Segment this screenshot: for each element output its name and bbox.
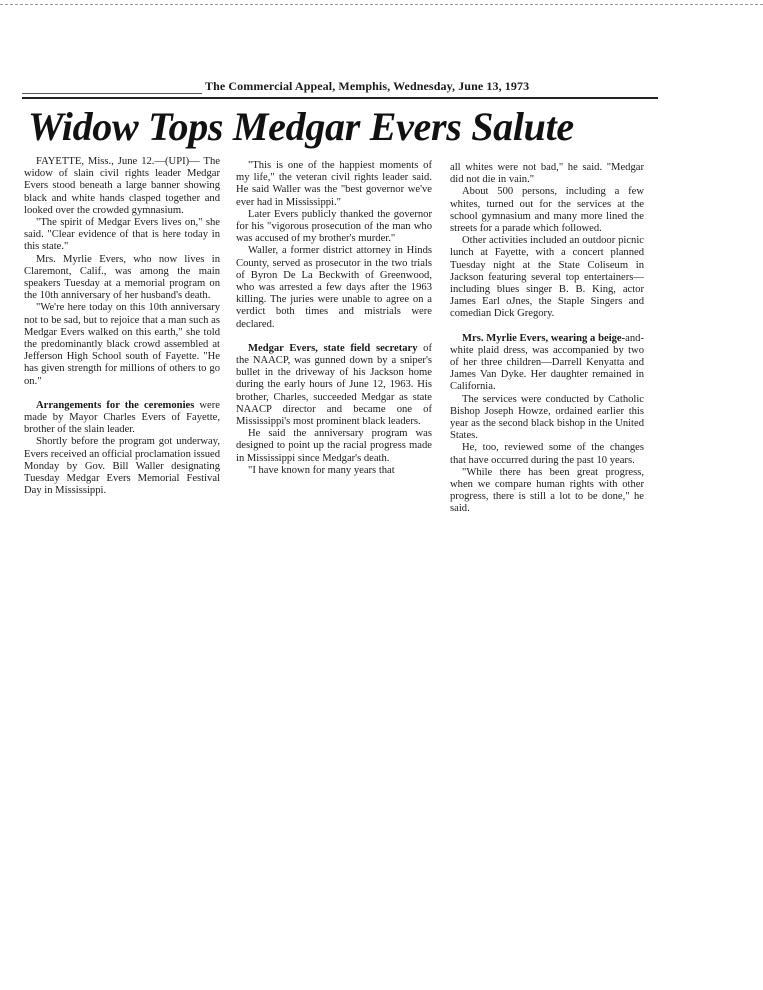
paragraph: Medgar Evers, state field secretary of the NAACP, was gunned down by a sniper's bullet in the driveway of his Jackson home during the early hours of June 12, 1963. His brother, Charles, succeeded Medgar as state NAACP director and became one of Mississippi's most prominent black leaders.	[236, 342, 432, 428]
paragraph: The services were conducted by Catholic Bishop Joseph Howze, ordained earlier this year as the second black bishop in the United States.	[450, 393, 644, 442]
paragraph: He, too, reviewed some of the changes that have occurred during the past 10 years.	[450, 442, 644, 466]
paragraph: all whites were not bad," he said. "Medgar did not die in vain."	[450, 162, 644, 186]
paragraph: "The spirit of Medgar Evers lives on," she said. "Clear evidence of that is here today in this state."	[24, 217, 220, 253]
paragraph: Mrs. Myrlie Evers, who now lives in Claremont, Calif., was among the main speakers Tuesday at a memorial program on the 10th anniversary of her husband's death.	[24, 253, 220, 302]
masthead: The Commercial Appeal, Memphis, Wednesday, June 13, 1973	[205, 79, 530, 93]
paragraph: Other activities included an outdoor picnic lunch at Fayette, with a concert planned Tuesday night at the State Coliseum in Jackson featuring several top entertainers—including blues singer B. B. King, actor James Earl oJnes, the Staple Singers and comedian Dick Gregory.	[450, 235, 644, 320]
masthead-rule-left	[22, 93, 202, 94]
article-column-1	[24, 156, 220, 497]
paragraph: "I have known for many years that	[248, 464, 395, 476]
headline: Widow Tops Medgar Evers Salute	[28, 104, 574, 149]
paragraph: FAYETTE, Miss., June 12.—(UPI)— The widow of slain civil rights leader Medgar Evers stood beneath a large banner showing black and white hands clasped together and looked over the crowded gymnasium.	[24, 156, 220, 216]
paragraph: Shortly before the program got underway, Evers received an official proclamation issued Monday by Gov. Bill Waller designating Tuesday Medgar Evers Memorial Festival Day in Mississippi.	[24, 436, 221, 497]
paragraph: Waller, a former district attorney in Hinds County, served as prosecutor in the two trials of Byron De La Beckwith of Greenwood, who was arrested a few days after the 1963 killing. The juries were unable to agree on a verdict both times and mistrials were declared.	[236, 245, 432, 330]
paragraph: About 500 persons, including a few whites, turned out for the services at the school gymnasium and many more lined the streets for a parade which followed.	[450, 186, 644, 235]
paragraph: Arrangements for the ceremonies were made by Mayor Charles Evers of Fayette, brother of the slain leader.	[24, 399, 220, 436]
top-dashed-border	[0, 4, 763, 5]
paragraph-lead-in: Mrs. Myrlie Evers, wearing a beige-	[462, 332, 626, 344]
paragraph: "While there has been great progress, when we compare human rights with other progress, there is still a lot to be done," he said.	[450, 466, 644, 515]
masthead-rule	[22, 97, 658, 99]
paragraph: "We're here today on this 10th anniversary not to be sad, but to rejoice that a man such as Medgar Evers walked on this earth," she told the predominantly black crowd assembled at Jefferson High School south of Fayette. "He has given strength for millions of others to go on."	[24, 302, 220, 387]
article-column-3	[450, 162, 644, 516]
article-column-2	[236, 160, 432, 477]
paragraph-lead-in: Medgar Evers, state field secretary	[248, 342, 418, 354]
paragraph-lead-in: Arrangements for the ceremonies	[36, 399, 195, 411]
paragraph: Mrs. Myrlie Evers, wearing a beige-and-white plaid dress, was accompanied by two of her three children—Darrell Kenyatta and James Van Dyke. Her daughter remained in California.	[450, 332, 644, 393]
paragraph: "This is one of the happiest moments of my life," the veteran civil rights leader said. He said Waller was the "best governor we've ever had in Mississippi."	[236, 160, 432, 208]
paragraph: He said the anniversary program was designed to point up the racial progress made in Mississippi since Medgar's death.	[236, 428, 432, 464]
paragraph: Later Evers publicly thanked the governor for his "vigorous prosecution of the man who was accused of my brother's murder."	[236, 208, 432, 245]
